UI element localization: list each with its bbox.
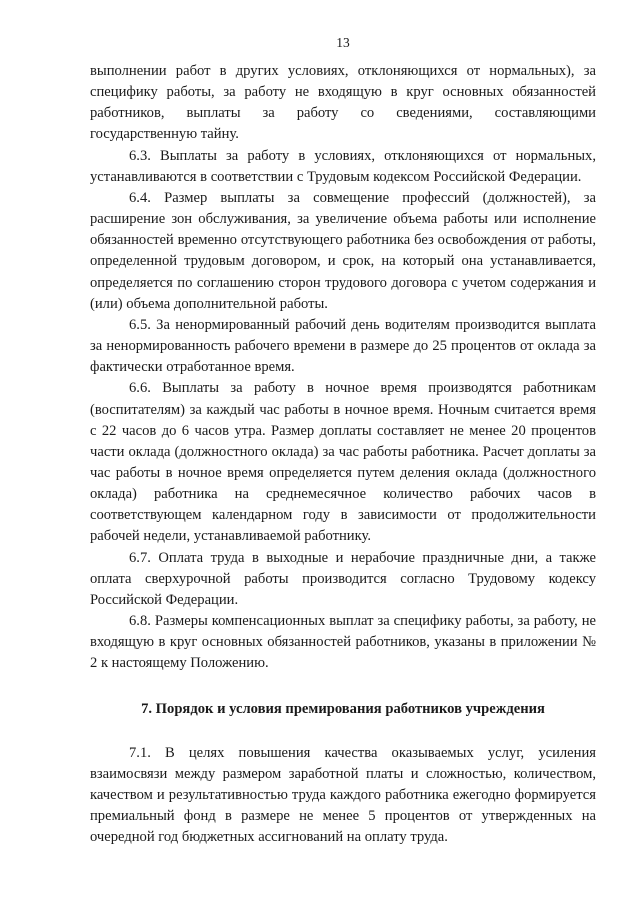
paragraph-6-8: 6.8. Размеры компенсационных выплат за специфику работы, за работу, не входящую в круг основных обязанностей работников, указаны в приложении № 2 к настоящему Положению. (90, 613, 596, 672)
paragraph-continuation: выполнении работ в других условиях, отклоняющихся от нормальных), за специфику работы, за работу не входящую в круг основных обязанностей работников, выплаты за работу со сведениями, составляющими государственную тайну. (90, 63, 596, 143)
section-heading: 7. Порядок и условия премирования работников учреждения (141, 700, 545, 717)
paragraph-6-6: 6.6. Выплаты за работу в ночное время производятся работникам (воспитателям) за каждый час работы в ночное время. Ночным считается время с 22 часов до 6 часов утра. Размер доплаты составляет не менее 20 процентов части оклада (должностного оклада) за час работы работника. Расчет доплаты за час работы в ночное время определяется путем деления оклада (должностного оклада) работника на среднемесячное количество рабочих часов в соответствующем календарном году в зависимости от продолжительности рабочей недели, устанавливаемой работнику. (90, 380, 596, 545)
document-page (90, 34, 596, 848)
paragraph-7-1: 7.1. В целях повышения качества оказываемых услуг, усиления взаимосвязи между размером заработной платы и сложностью, количеством, качеством и результативностью труда каждого работника ежегодно формируется премиальный фонд в размере не менее 5 процентов от утвержденных на очередной год бюджетных ассигнований на оплату труда. (90, 744, 596, 846)
paragraph-6-4: 6.4. Размер выплаты за совмещение профессий (должностей), за расширение зон обслуживания, за увеличение объема работы или исполнение обязанностей временно отсутствующего работника без освобождения от работы, определенной трудовым договором, и срок, на который она устанавливается, определяется по соглашению сторон трудового договора с учетом содержания и (или) объема дополнительной работы. (90, 189, 596, 312)
paragraph-6-5: 6.5. За ненормированный рабочий день водителям производится выплата за ненормированность рабочего времени в размере до 25 процентов от оклада за фактически отработанное время. (90, 316, 596, 376)
paragraph-6-3: 6.3. Выплаты за работу в условиях, отклоняющихся от нормальных, устанавливаются в соответствии с Трудовым кодексом Российской Федерации. (90, 147, 596, 185)
page-number: 13 (336, 35, 350, 50)
paragraph-6-7: 6.7. Оплата труда в выходные и нерабочие праздничные дни, а также оплата сверхурочной работы производится согласно Трудовому кодексу Российской Федерации. (90, 549, 596, 608)
